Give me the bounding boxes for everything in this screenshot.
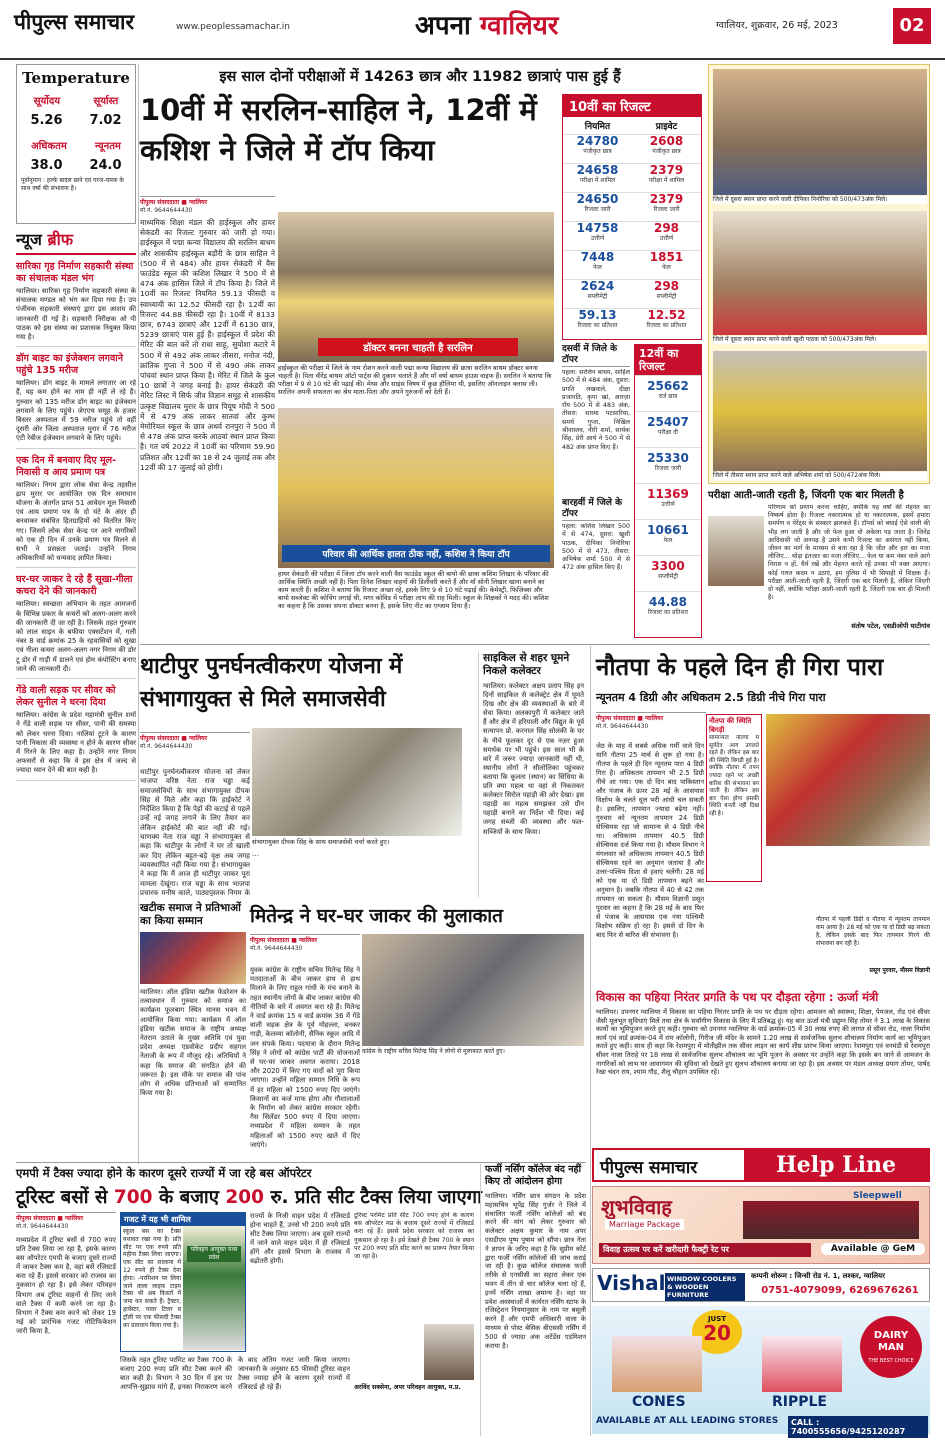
- result10-cell: [632, 222, 701, 250]
- min-label: न्यूनतम: [94, 141, 121, 152]
- result10-label: उत्तीर्ण: [590, 235, 605, 242]
- vishal-address: कम्पनी शोरूम : जिन्सी रोड नं. 1, लश्कर, ग्वालियर: [751, 1272, 885, 1280]
- tax-byline: [16, 1212, 116, 1231]
- nautapa-byline: [596, 712, 706, 731]
- result10-title: 10वीं का रिजल्ट: [563, 95, 701, 117]
- result10-label: उत्तीर्ण: [659, 235, 674, 242]
- brief-item-body: ग्वालियर। डॉग बाइट के मामले लगातार आ रहे हैं, यह कम होने का नाम ही नहीं ले रहे हैं। गुरुवार को 135 मरीज डॉग बाइट का इंजेक्शन लगवाने के लिए पहुंचे। जेएएच समूह के हजार बिस्तर अस्पताल में 59 मरीज पहुंचे तो वहीं दूसरी ओर जिला अस्पताल मुरार में 76 मरीज एंटी रेबीज इंजेक्शन लगवाने के लिए पहुंचे।: [16, 379, 136, 443]
- tax-quote-text: टूरिस्ट परमिट प्रति सीट 700 रुपए होने के कारण बस ऑपरेटर मप्र के बजाय दूसरे राज्यों में रजिस्टर्ड करा रहे हैं। इससे प्रदेश सरकार को राजस्व का नुकसान हो रहा है। इसे देखते ही टैक्स 700 के स्थान पर 200 रुपए प्रति सीट करने का प्रारूप तैयार किया जा रहा है।: [354, 1212, 474, 1261]
- dairyman-ad: [592, 1306, 930, 1434]
- nursing-headline: फर्जी नर्सिंग कॉलेज बंद नहीं किए तो आंदोलन होगा: [485, 1164, 582, 1187]
- toppers12-title: बारहवीं में जिले के टॉपर: [562, 498, 630, 521]
- tax-box-title: गजट में यह भी शामिल: [121, 1213, 245, 1226]
- result10-label: परीक्षा में शामिल: [648, 177, 685, 184]
- result10-box: [562, 94, 702, 340]
- result10-cell: [563, 280, 632, 308]
- right-photo-3-caption: जिले में तीसरा स्थान प्राप्त करने वाले अभिषेक शर्मा को 500/472अंक मिले।: [713, 472, 927, 480]
- right-photos: [708, 64, 930, 484]
- toppers10-title: दसवीं में जिले के टॉपर: [562, 344, 630, 367]
- result12-value: 25330: [647, 451, 689, 465]
- page-number: 02: [893, 8, 931, 44]
- tax-headline-c: के बजाए: [158, 1187, 219, 1208]
- result10-cell: [632, 164, 701, 192]
- lead-byline: [140, 196, 275, 215]
- result12-label: रिजल्ट जारी: [654, 465, 682, 472]
- result10-cell: [563, 193, 632, 221]
- mitendra-photo-caption: कांग्रेस के राष्ट्रीय सचिव मितेन्द्र सिंह ने लोगों से मुलाकात करते हुए।: [362, 1048, 505, 1055]
- dairy-brand-badge: [860, 1316, 922, 1378]
- mitendra-body: युवक कांग्रेस के राष्ट्रीय सचिव मितेन्द्र सिंह ने मतदाताओं के बीच जाकर हाथ से हाथ मिलाने के लिए राहुल गांधी के मंच बनाने के तहत स्थानीय लोगों के बीच जाकर कांग्रेस की नीतियों के बारे में अवगत करा रहे हैं। मितेन्द्र ने वार्ड क्रमांक 15 व वार्ड क्रमांक 36 में गेंडे वाली सड़क क्षेत्र के पूर्व मोहल्ला, बनकर गाड़ी, केलव्या कॉलोनी, सैनिक स्कूल आदि में जन संपर्क किया। पदयात्रा के दौरान मितेन्द्र सिंह ने लोगों को कांग्रेस पार्टी की योजनाओं से घर-घर जाकर अवगत कराया। 2018 और 2020 में किए गए वादों को पूरा किया जाएगा। उन्होंने महिला सम्मान निधि के रूप में हर महिला को 1500 रुपए दिए जाएंगे। किसानों का कर्ज माफ होगा और गौशालाओं के निर्माण को लेकर कांग्रेस सरकार रहेगी। गैस सिलेंडर 500 रुपए में दिया जाएगा। मध्यप्रदेश में महिला सम्मान के तहत महिलाओं को 1500 रुपए खाते में दिए जाएंगे।: [250, 966, 360, 1149]
- samaj-photo: [252, 728, 462, 836]
- tax-body-2: जिसके तहत टूरिस्ट परमिट का टैक्स 700 के बजाए 200 रुपए प्रति सीट टैक्स करने की बात कही है। विभाग ने 30 दिन में इस पर आपत्ति-सुझाव मांगे हैं, इनका निराकरण करने के बाद अंतिम गजट जारी किया जाएगा। जानकारी के अनुसार 65 फीसदी टूरिस्ट वाहन टैक्स ज्यादा होने के कारण दूसरे राज्यों में रजिस्टर्ड हो रहे हैं।: [120, 1356, 350, 1391]
- result10-row: [563, 250, 701, 279]
- result10-value: 2608: [649, 134, 684, 148]
- tax-quote-photo: [424, 1324, 474, 1380]
- result10-cell: [632, 309, 701, 337]
- result10-row: [563, 279, 701, 308]
- result10-cell: [632, 135, 701, 163]
- cycle-story: [478, 652, 584, 897]
- vishal-ad: [592, 1268, 930, 1302]
- vishal-sub: WINDOW COOLERS & WOODEN FURNITURE: [665, 1273, 745, 1301]
- nautapa-mobile: मो.नं. 9644644430: [596, 723, 649, 730]
- result12-row: [635, 483, 701, 519]
- result10-row: [563, 221, 701, 250]
- temperature-title: Temperature: [22, 69, 130, 87]
- result10-cell: [563, 222, 632, 250]
- lead-photo-1-tag: डॉक्टर बनना चाहती है सरलिन: [318, 338, 518, 356]
- result10-cell: [563, 251, 632, 279]
- khatik-headline: खटीक समाज ने प्रतिभाओं का किया सम्मान: [140, 902, 241, 927]
- right-photo-2: [713, 211, 927, 335]
- tax-body-3: राज्यों के निजी वाहन प्रदेश में रजिस्टर्ड होना चाहते हैं, उनसे भी 200 रुपये प्रति सीट टैक्स लिया जाएगा। अब दूसरे राज्यों में जाने वाले वाहन प्रदेश में ही रजिस्टर्ड होंगे और इससे विभाग के राजस्व में बढ़ोतरी होगी।: [250, 1212, 350, 1266]
- result12-value: 11369: [647, 487, 689, 501]
- samaj-byline-text: पीपुल्स संवाददाता ■ ग्वालियर: [140, 735, 208, 742]
- sunrise-label: सूर्योदय: [33, 96, 60, 107]
- toppers10-box: [562, 344, 630, 494]
- result12-value: 3300: [651, 559, 685, 573]
- max-label: अधिकतम: [31, 141, 67, 152]
- lead-photo-2: [278, 408, 554, 568]
- samaj-photo-caption: संभागायुक्त दीपक सिंह के साथ समाजसेवी चर्चा करते हुए।: [252, 838, 390, 846]
- brief-item-body: ग्वालियर। स्वच्छता अभियान के तहत आमजनों के विभिन्न प्रकार के कचरों को अलग-अलग करने की जानकारी दी जा रही है। जिसके तहत गुरुवार को लाल साइन के बफीया एक्सटेंशन में, गली नंबर 8 वार्ड क्रमांक 25 के रहवासियों को सूखा एवं गीला कचरा अलग-अलग नगर निगम की डोर टू डोर में गाड़ी में डालने एवं होम कंपोस्टिंग बनाए जाने की जानकारी दी।: [16, 600, 136, 673]
- result10-cell: [632, 251, 701, 279]
- sunrise-time: 5.26: [30, 113, 63, 128]
- result10-col2: प्राइवेट: [655, 122, 678, 132]
- result10-value: 298: [653, 279, 680, 293]
- tax-box-body: स्कूल बस का टैक्स यथावत रखा गया है। प्रति सीट पर एक रुपये प्रति महीना टैक्स लिया जाएगा। एक सीट का सालाना में 12 रुपये ही टैक्स देना होगा। -परमिशन पर लिया जाने वाला लाइफ टाइम टैक्स भी अब किस्तों में जमा कर सकते हैं। ट्रैक्टर, हार्वेस्टर, पावर टिलर व ट्रॉली पर एक फीसदी टैक्स का प्रावधान किया गया है।: [123, 1228, 181, 1329]
- lead-photo-1: [278, 212, 554, 362]
- brief-item-head: घर-घर जाकर दे रहे हैं सूखा-गीला कचरा देने की जानकारी: [16, 574, 133, 598]
- tax-kicker: एमपी में टैक्स ज्यादा होने के कारण दूसरे राज्यों में जा रहे बस ऑपरेटर: [16, 1166, 312, 1180]
- nautapa-box-title: नौतपा की स्थिति बिगड़ी: [709, 717, 752, 734]
- tax-quote-sign: अरविंद सक्सेना, अपर परिवहन आयुक्त, म.प्र.: [354, 1384, 461, 1391]
- nursing-body: ग्वालियर। नर्सिंग छात्र संगठन के प्रदेश महासचिव भूपेंद्र सिंह गुर्जर ने जिले में संचालित फर्जी नर्सिंग कॉलेजों को बंद करने की मांग को लेकर गुरुवार को कलेक्टर अक्षय कुमार के नाम अपर एसडीएम पुष्प पुषाम को सौंपा। छात्र नेता ने ज्ञापन के जरिए कहा है कि सुप्रीम कोर्ट द्वारा फर्जी नर्सिंग कॉलेजों की जांच कराई जा रही है। कुछ कॉलेज संचालक फर्जी तरीके से एनसीसी का सहारा लेकर एक भवन में तीन से चार कॉलेज चला रहे हैं, इनमें नर्सिंग शाखा अमान्य है। वहां पर प्रवेश अवस्थाओं में कार्यरत नर्सिंग स्टाफ के रजिस्ट्रेशन नियमानुसार के नाम पर बसूली करने हैं और एमपी अधिकारी वाला के माध्यम से पोस्ट बेसिक बीएससी नर्सिंग में 500 से ज्यादा अंक अटेंडेंस एडमिशन कराया है।: [485, 1192, 586, 1350]
- result10-label: रिजल्ट का प्रतिशत: [577, 322, 618, 329]
- samaj-body-text: थाटीपुर पुनर्घनत्वीकरण योजना को लेकर भाजपा वरिष्ठ नेता राज चड्ढा कई समाजसेवियों के साथ संभागायुक्त दीपक सिंह से मिले और कहा कि हाईकोर्ट ने निर्देशित किया है कि पेड़ों की कटाई से पहले उन्हें नई जगह लगाने के लिए तैयार कर लेकिन हाईकोर्ट की बात नहीं की गई। चाणक्य नेता राज चड्ढा ने संभागायुक्त से कहा कि थाटीपुर के लोगों ने घर तो खाली कर दिए लेकिन बहुत-बड़े वृक्ष अब जगह व्यवस्थापित नहीं किया गया है। संभागायुक्त ने कहा कि मैं आज ही थाटीपुर जाकर पूरा मामला देखूंगा। राज चड्ढा के साथ भाजपा प्रचारक मनीष काले, पाठ्यपुस्तक निगम के: [140, 768, 250, 896]
- result12-label: रिजल्ट का प्रतिशत: [648, 609, 688, 616]
- samaj-byline: [140, 732, 250, 751]
- result12-row: [635, 555, 701, 591]
- lead-body: माध्यमिक शिक्षा मंडल की हाईस्कूल और हायर सेकंडरी का रिजल्ट गुरुवार को जारी हो गया। हाईस्कूल में पद्मा कन्या विद्यालय की सरलिन बाथम और शासकीय हाईस्कूल बड़ौरी के छात्र साहिल ने (500 में से 484) और हायर सेकंडरी में वैस फाउंडेड स्कूल की कशिश लिखार ने 500 में से 474 अंक हासिल जिले में टॉप किया है। जिले में 10वीं का रिजल्ट नियमित 59.13 फीसदी व स्वाध्यायी का 12.52 फीसदी रहा है। 12वीं का रिजल्ट 44.88 फीसदी रहा है। 10वीं में 8133 छात्र, 6743 छात्राएं और 12वीं में 6130 छात्र, 5239 छात्राएं पास हुई हैं। हाईस्कूल में प्रदेश की मेरिट की बात करें तो राधा साहू, सुयोशा कटारे ने 500 में से 492 अंक लाकर तीसरा, मनोज नंदी, क्रांतिक गुप्ता ने 500 में से 490 अंक लाकर पांचवां स्थान प्राप्त किया है। मेरिट में जिले के कुल 10 छात्रों ने जगह बनाई है। हायर सेकंडरी की मेरिट लिस्ट में सिर्फ जीव विज्ञान समूह से शासकीय उत्कृष्ट विद्यालय मुरार के छात्र पियूष मोदी ने 500 में से 479 अंक लाकर सातवां और कुम्भ मेमोरियल स्कूल के छात्र अथर्व रानपुरा ने 500 में से 478 अंक प्राप्त करके आठवां स्थान प्राप्त किया है। गत वर्ष 2022 में 10वीं का परिणाम 59.90 प्रतिशत और 12वीं का 18 से 24 जुलाई तक और 12वीं की 17 जुलाई को होगी।: [140, 218, 275, 472]
- result12-label: दर्ज छात्र: [658, 393, 678, 400]
- urja-body: ग्वालियर। उपनगर ग्वालियर में विकास का पहिया निरंतर प्रगति के पथ पर दौड़ता रहेगा। आमजन को स्वास्थ्य, शिक्षा, पेयजल, रोड एवं सीवर जैसी मूलभूत सुविधाएं मिलें तथा क्षेत्र के सर्वांगीण विकास के लिए मैं प्रतिबद्ध हूं। यह बात ऊर्जा मंत्री प्रद्युम्न सिंह तोमर ने 3.1 लाख के विकास कार्यों का भूमिपूजन करते हुए कही। गुरुवार को उपनगर ग्वालियर के वार्ड क्रमांक-05 में 30 लाख रुपए की लागत से सीवर रोड, नाला निर्माण कार्य एवं वार्ड क्रमांक-04 में राम कॉलोनी, गिरीज जी मंदिर के सामने 1.20 लाख से सार्वजनिक सुलभ शौचालय निर्माण कार्य का भूमिपूजन करते हुए कही। साथ ही कहा कि रेशमपुरा में मोतीझील तक सीवर लाइन का कार्य शीघ्र प्रारंभ किया जाएगा। रेशमपुरा एवं वनमंडी से रेशमपुरा सीवर नाला तिराहे पर 18 लाख से सार्वजनिक सुलभ शौचालय का भूमि पूजन के अवसर पर उन्होंने कहा कि इसके बन जाने से आमजन के नागरिकों को लाभ घर आवागमन की सुविधा को देखते हुए सुलभ शौचालय बनाया जा रहा है। इस अवसर पर मंडल अध्यक्ष प्रयाग तोमर, पार्षद रेखा चंदन राय, श्याम गौड़, शैलू चौहान उपस्थित रहे।: [596, 1008, 930, 1077]
- result12-label: उत्तीर्ण: [661, 501, 675, 508]
- nautapa-headline: नौतपा के पहले दिन ही गिरा पारा: [596, 653, 884, 681]
- lead-photo-2-caption: हायर सेकंडरी की परीक्षा में जिला टॉप करने वाली वैस फाउंडेड स्कूल की बायो की छात्रा कशिश लिखार के परिवार की आर्थिक स्थिति अच्छी नहीं है। पिता दिनेश लिखार वाहनों की डिलीवरी करते हैं और माँ सोनी लिखार खाना बनाने का काम करती हैं। कशिश ने बताया कि रिजल्ट अच्छा रहे, इसके लिए 9 से 10 घंटे पढ़ाई की। केमेस्ट्री, फिजिक्स और बायो सब्जेक्ट की कोचिंग लगाई थी, मगर कोविड में परीक्षा लाभ की राह मिली। स्कूल के शिक्षकों ने मदद की। कशिश का कहना है कि उसका सपना डॉक्टर बनना है, इसके लिए नीट का एग्जाम दिया है।: [278, 570, 549, 610]
- result10-label: फेल: [593, 264, 602, 271]
- helpline-paper: पीपुल्स समाचार: [600, 1158, 698, 1178]
- khatik-body: ग्वालियर। ऑल इंडिया खटीक फेडरेशन के तत्वावधान में गुरुवार को समाज का कार्यक्रम फूलबाग स्थित मानस भवन में आयोजित किया गया। कार्यक्रम में ऑल इंडिया खटीक समाज के राष्ट्रीय अध्यक्ष नेतराम उताले के मुख्य अतिथि एवं युवा प्रदेश अध्यक्ष एडवोकेट प्रदीप सहगल नेताजी के रूप में मौजूद रहे। अतिथियों ने कहा कि समाज की संगठित होने की जरूरत है। इस मौके पर समाज की पांच लोग से अधिक प्रतिभाओं को सम्मानित किया गया है।: [140, 988, 246, 1098]
- right-photo-3: [713, 351, 927, 471]
- result10-value: 24650: [576, 192, 619, 206]
- quote-body: परिणाम को प्रणाम करना चाहिए, क्योंकि यह वर्षों की मेहनत का निष्कर्ष होता है। रिजल्ट नकारात्मक हो या नकारात्मक, इसमें हमारा समर्पण व पेरेंट्स के संस्कार झलकते हैं। टॉपर्स को बधाई ऐसे वाली की भीड़ लग जाती है और जो फेल हुआ वो अकेला पड़ जाता है। जिनेंद्र आदिवासी जो अनपढ़ है उसने कभी रिजल्ट का असंगत नहीं किया, जीवन का मार्ग के माध्यम से बता रहा है कि जीत और हार का मजा लीजिए... थोड़ा इंतजार का मजा लीजिए... फेल या कम नंबर वाले आगे निराश न हों, धैर्य रखें और मेहनत करते रहें उनका भी वक्त आएगा। कोई गलत कदम न उठाएं, हम पुलिस में भी सिपाही में शिक्षक हैं। परीक्षा आती-जाती रहती है, जिंदगी एक बार मिलती है, लेकिन जिंदगी दो नहीं, क्योंकि परीक्षा आती-जाती रहती है, जिंदगी एक बार ही मिलती है।: [768, 504, 930, 602]
- nautapa-sign: प्रसून पुरवार, मौसम विज्ञानी: [869, 967, 930, 974]
- news-brief: [16, 228, 136, 1164]
- tax-box: [120, 1212, 246, 1352]
- shubh-offer: विवाह उत्सव पर करें खरीदारी फैक्ट्री रेट पर: [599, 1243, 811, 1257]
- result10-value: 2379: [649, 192, 684, 206]
- result12-row: [635, 591, 701, 627]
- nautapa-notice-text: नौतपा में पहली डिग्री व नौतपा में न्यूनतम तापमान कम आया है। 28 मई को एक या दो डिग्री बढ़ सकता है, लेकिन इसके बाद फिर तापमान गिरने की संभावना बन रही है।: [816, 916, 930, 947]
- tax-mobile: मो.नं. 9644644430: [16, 1223, 69, 1230]
- shubh-sub: Marriage Package: [605, 1219, 684, 1230]
- result10-row: [563, 163, 701, 192]
- result10-cell: [563, 135, 632, 163]
- result12-label: फेल: [663, 537, 673, 544]
- quote-sign: संतोष पटेल, एसडीओपी घाटीगांव: [851, 622, 930, 630]
- dairy-cup-image: [762, 1336, 842, 1392]
- result12-row: [635, 375, 701, 411]
- result12-row: [635, 447, 701, 483]
- nautapa-subhead: न्यूनतम 4 डिग्री और अधिकतम 2.5 डिग्री नीचे गिरा पारा: [596, 691, 826, 704]
- dairy-brand: DAIRY MAN: [873, 1330, 909, 1353]
- result10-cell: [632, 280, 701, 308]
- result10-label: सप्लीमेंट्री: [587, 293, 608, 300]
- mitendra-headline: मितेन्द्र ने घर-घर जाकर की मुलाकात: [250, 905, 503, 927]
- brief-item-body: ग्वालियर। कांग्रेस के प्रदेश महामंत्री सुनील शर्मा ने गेंडे वाली सड़क पर सीवर, पानी की समस्या को लेकर धरना दिया। नालियां टूटने के कारण पानी निकास की व्यवस्था न होने के कारण सीवर में गिरने के लिए कहा है। उन्होंने नगर निगम अफसरों से कहा कि वे इस क्षेत्र में जल्द से ज्यादा ध्यान देने की बात कही है।: [16, 711, 136, 775]
- website: www.peoplessamachar.in: [176, 22, 290, 32]
- masthead: [0, 0, 945, 60]
- result10-col1: नियमित: [584, 122, 611, 132]
- section-title: [415, 6, 558, 42]
- cycle-headline: साइकिल से शहर घूमने निकले कलेक्टर: [483, 652, 570, 677]
- result10-value: 298: [653, 221, 680, 235]
- result10-label: रिजल्ट जारी: [653, 206, 680, 213]
- right-photo-1: [713, 69, 927, 195]
- dairy-cones-label: CONES: [632, 1394, 686, 1410]
- result12-value: 25407: [647, 415, 689, 429]
- tax-byline-text: पीपुल्स संवाददाता ■ ग्वालियर: [16, 1215, 84, 1222]
- brief-item-head: डॉग बाइट का इंजेक्शन लगवाने पहुंचे 135 मरीज: [16, 353, 124, 377]
- forecast-note: पूर्वानुमान : हल्के बादल छाने एवं गरज-चमक के साथ वर्षा की संभावना है।: [21, 177, 125, 192]
- result10-label: सप्लीमेंट्री: [656, 293, 677, 300]
- divider-left: [138, 64, 139, 1164]
- khatik-photo: [140, 932, 246, 984]
- khatik-story: [140, 902, 246, 1164]
- tax-headline-d: 200: [225, 1187, 265, 1208]
- dairy-stores: AVAILABLE AT ALL LEADING STORES: [596, 1416, 779, 1426]
- brief-title-2: ब्रीफ: [47, 230, 74, 249]
- dateline: ग्वालियर, शुक्रवार, 26 मई, 2023: [716, 20, 838, 31]
- brief-title-1: न्यूज: [16, 230, 42, 249]
- result10-value: 24780: [576, 134, 619, 148]
- paper-logo: पीपुल्स समाचार: [14, 10, 135, 34]
- result12-rows: [635, 375, 701, 627]
- nursing-story: [480, 1164, 586, 1436]
- result12-label: सप्लीमेंट्री: [658, 573, 678, 580]
- nautapa-body: जेठ के माह में सबसे अधिक गर्मी वाले दिन यानि नौतपा 25 मार्च से शुरू हो गया है। नौतपा के पहले ही दिन न्यूनतम पारा 4 डिग्री गिरा है। अधिकतम तापमान भी 2.5 डिग्री नीचे आ गया। एक दो दिन बाद पाकिस्तान और पंजाब के ऊपर 28 मई के आसपास विक्षोभ के चलते धूल भरी आंधी चल सकती है। इसलिए, तापमान ज्यादा बढ़ेगा नहीं। गुरुवार को न्यूनतम तापमान 24 डिग्री सेल्सियस रहा जो सामान्य से 4 डिग्री नीचे था। अधिकतम तापमान 40.5 डिग्री सेल्सियस दर्ज किया गया है। मौसम विभाग ने मंगलवार को अधिकतम तापमान 40.5 डिग्री सेल्सियस रहने का अनुमान जताया है और उत्तर-पश्चिम दिशा से हवाएं चलेंगी। 28 मई को एक या दो डिग्री तापमान बढ़ने का अनुमान है। जबकि नौतपा में 40 से 42 तक तापमान जा सकता है। मौसम विज्ञानी प्रसून पुरवार का कहना है कि 28 मई के बाद फिर से पंजाब के आसपास एक नया पश्चिमी विक्षोभ सक्रिय हो रहा है। इससे दो दिन के बाद फिर से बारिश की संभावना है।: [596, 742, 704, 939]
- lead-photo-2-tag: परिवार की आर्थिक हालत ठीक नहीं, कशिश ने किया टॉप: [282, 545, 550, 562]
- nautapa-box: [706, 714, 762, 882]
- lead-byline-text: पीपुल्स संवाददाता ■ ग्वालियर: [140, 199, 208, 206]
- brief-list: [16, 261, 136, 781]
- helpline-text: Help Line: [744, 1150, 928, 1180]
- section-title-1: अपना: [415, 11, 471, 41]
- result10-value: 24658: [576, 163, 619, 177]
- nautapa-byline-text: पीपुल्स संवाददाता ■ ग्वालियर: [596, 715, 664, 722]
- divider-mid: [140, 644, 930, 645]
- result10-value: 59.13: [578, 308, 617, 322]
- brief-item-head: गेंडे वाली सड़क पर सीवर को लेकर सुनील ने धरना दिया: [16, 685, 116, 709]
- right-photo-2-caption: जिले में दूसरा स्थान प्राप्त करने वाली खुशी पाठक को 500/473अंक मिले।: [713, 336, 927, 344]
- result10-label: परीक्षा में शामिल: [579, 177, 616, 184]
- dairy-ripple-label: RIPPLE: [772, 1394, 827, 1410]
- vishal-phone: 0751-4079099, 6269676261: [761, 1285, 919, 1296]
- dairy-call: CALL : 7400555656/9425120287: [788, 1416, 928, 1438]
- result10-rows: [563, 134, 701, 337]
- brief-item-head: एक दिन में बनवाए दिए मूल-निवासी व आय प्रमाण पत्र: [16, 454, 117, 478]
- brief-item: [16, 455, 136, 569]
- gem-badge: Available @ GeM: [821, 1243, 925, 1255]
- section-title-2: ग्वालियर: [479, 11, 559, 41]
- mitendra-byline-text: पीपुल्स संवाददाता ■ ग्वालियर: [250, 937, 318, 944]
- dairy-just: JUST: [707, 1315, 727, 1323]
- toppers12-body: पहला: कशिश लिखार 500 में से 474, दूसरा: खुशी पाठक, दीपिका निनोरिया 500 में से 473, तीसरा: अभिषेक शर्मा 500 में से 472 अंक हासिल किए हैं।: [562, 523, 630, 572]
- result10-label: पंजीकृत छात्र: [652, 148, 681, 155]
- divider-lower: [16, 1162, 586, 1163]
- tax-quote: [354, 1212, 474, 1434]
- samaj-body-cont: …: [252, 850, 259, 858]
- brief-item-body: ग्वालियर। निगम द्वारा लोक सेवा केन्द्र तहसील ढ़ाप मुरार पर आयोजित एक दिन समाधान योजना के अंतर्गत प्राप्त 51 आवेदन मूल निवासी एवं आय प्रमाण पत्र के दो घंटे के अंदर ही बनवाकर संबंधित हितग्राहियों को वितरित किए गए। जिसमें लोक सेवा केन्द्र पर आने नागरिकों को एक ही दिन में उनके प्रमाण पत्र मिलने से सभी ने प्रसन्नता जताई। उन्होंने निगम अधिकारियों को धन्यवाद ज्ञापित किया।: [16, 480, 136, 563]
- quote-head: परीक्षा आती-जाती रहती है, जिंदगी एक बार मिलती है: [708, 490, 904, 501]
- brief-header: [16, 228, 136, 255]
- nautapa-photo: [766, 714, 930, 846]
- lead-kicker: इस साल दोनों परीक्षाओं में 14263 छात्र और 11982 छात्राएं पास हुई हैं: [219, 69, 621, 85]
- shubh-ad: [592, 1186, 930, 1264]
- helpline-ad: [592, 1148, 930, 1182]
- dairy-price: 20: [703, 1321, 731, 1345]
- sunset-time: 7.02: [89, 113, 122, 128]
- tax-body-1: मध्यप्रदेश में टूरिस्ट बसों से 700 रुपए प्रति टैक्स लिया जा रहा है, इसके कारण बस ऑपरेटर एमपी के बजाए दूसरे राज्यों में जाकर टैक्स कम है, वहां बसें रजिस्टर्ड करा रहे हैं। इससे सरकार को राजस्व का नुकसान हो रहा है। इसे लेकर परिवहन विभाग अब टूरिस्ट वाहनों से लिए जाने वाले टैक्स में कमी करने जा रहा है। विभाग ने टैक्स कम करने को लेकर 19 मई को प्रारंभिक गजट नोटिफिकेशन जारी किया है,: [16, 1236, 116, 1335]
- tax-sign-label: परिवहन आयुक्त मध्य प्रदेश: [187, 1246, 241, 1262]
- result10-row: [563, 134, 701, 163]
- result12-box: [634, 344, 702, 638]
- right-photo-1-caption: जिले में दूसरा स्थान प्राप्त करने वाली दीपिका निनोरिया को 500/473अंक मिले।: [713, 196, 927, 204]
- result10-label: रिजल्ट का प्रतिशत: [646, 322, 687, 329]
- min-temp: 24.0: [89, 158, 122, 173]
- lead-photo-1-caption: हाईस्कूल की परीक्षा में जिले के नाम रोशन करने वाली पद्मा कन्या विद्यालय की छात्रा सरलिन बाथम डॉक्टर बनना चाहती है। पिता वीरेंद्र बाथम ऑटो पार्ट्स की दुकान चलाते हैं और माँ वर्षा बाथम हाउस वाइफ हैं। सरलिन ने बताया कि परीक्षा में 9 से 10 घंटे की पढ़ाई की। मेथ्स और साइंस विषय में कुछ हौलिमा थी, इसलिए ऑनलाइन क्लास ली। सरलिन अपनी सफलता का श्रेय माता-पिता और अपने गुरुजनों को देती हैं।: [278, 364, 552, 396]
- result10-label: पंजीकृत छात्र: [583, 148, 612, 155]
- result10-value: 1851: [649, 250, 684, 264]
- shubh-title: शुभविवाह: [601, 1195, 672, 1219]
- mitendra-byline: [250, 934, 360, 953]
- divider-right: [590, 646, 591, 1436]
- nautapa-notice: [816, 916, 930, 978]
- brief-item: [16, 685, 136, 780]
- result10-cell: [563, 164, 632, 192]
- result10-value: 12.52: [647, 308, 686, 322]
- brief-item-body: ग्वालियर। सारिका गृह निर्माण सहकारी संस्था के संचालक मण्डल को भंग कर दिया गया है। उप पंजीयक सहकारी संस्थाएं द्वारा इस आशय की जानकारी दी गई है। सहकारी निरीक्षक ओ पी पाठक को इस संस्था का प्रशासक नियुक्त किया गया है।: [16, 287, 136, 342]
- result12-row: [635, 411, 701, 447]
- result12-value: 10661: [647, 523, 689, 537]
- tax-headline-a: टूरिस्ट बसों से: [16, 1187, 108, 1208]
- result12-title: 12वीं का रिजल्ट: [635, 345, 701, 375]
- sunset-label: सूर्यास्त: [93, 96, 119, 107]
- result12-value: 44.88: [649, 595, 687, 609]
- quote-photo: [708, 516, 764, 586]
- result12-row: [635, 519, 701, 555]
- samaj-body: [140, 768, 250, 896]
- samaj-mobile: मो.नं. 9644644430: [140, 743, 193, 750]
- brief-item: [16, 261, 136, 347]
- shubh-bed-image: [743, 1201, 919, 1239]
- brief-item: [16, 574, 136, 679]
- result10-label: फेल: [662, 264, 671, 271]
- mitendra-photo: [362, 934, 584, 1046]
- result10-value: 2624: [580, 279, 615, 293]
- result10-label: रिजल्ट जारी: [584, 206, 611, 213]
- result10-value: 2379: [649, 163, 684, 177]
- max-temp: 38.0: [30, 158, 63, 173]
- result10-value: 7448: [580, 250, 615, 264]
- nautapa-box-body: सामान्यतः नौतपा में सूर्यदेव आग उगलते रहते हैं। लेकिन इस बार की स्थिति बिगड़ी हुई है। क्योंकि नौतपा में तपन ज्यादा रहने पर अच्छी बारिश की संभावना बन जाती है। लेकिन इस बार ऐसा होगा इसकी स्थिति बनती नहीं दिख रही है।: [709, 735, 759, 817]
- result10-cell: [563, 309, 632, 337]
- brief-item-head: सारिका गृह निर्माण सहकारी संस्था का संचालक मंडल भंग: [16, 261, 134, 284]
- result10-value: 14758: [576, 221, 619, 235]
- quote-box: [708, 490, 930, 640]
- tax-headline-e: रु. प्रति सीट टैक्स लिया जाएगा: [270, 1187, 482, 1208]
- lead-headline: 10वीं में सरलिन-साहिल ने, 12वीं में कशिश ने जिले में टॉप किया: [140, 93, 537, 167]
- brief-item: [16, 353, 136, 448]
- temperature-box: [16, 64, 136, 224]
- sleepwell-logo: Sleepwell: [853, 1191, 902, 1201]
- samaj-headline: थाटीपुर पुनर्घनत्वीकरण योजना में संभागायुक्त से मिले समाजसेवी: [140, 654, 403, 712]
- dairy-tag: THE BEST CHOICE: [868, 1358, 914, 1364]
- result12-value: 25662: [647, 379, 689, 393]
- toppers12-box: [562, 498, 630, 638]
- result10-row: [563, 308, 701, 337]
- mitendra-mobile: मो.नं. 9644644430: [250, 945, 303, 952]
- vishal-name: Vishal: [597, 1271, 666, 1295]
- result10-row: [563, 192, 701, 221]
- urja-headline: विकास का पहिया निरंतर प्रगति के पथ पर दौड़ता रहेगा : ऊर्जा मंत्री: [596, 990, 879, 1004]
- result12-label: परीक्षा दी: [658, 429, 678, 436]
- tax-headline: [16, 1184, 486, 1209]
- tax-headline-b: 700: [113, 1187, 153, 1208]
- dairy-cone-image: [612, 1336, 702, 1392]
- lead-mobile: मो.नं. 9644644430: [140, 207, 193, 214]
- toppers10-body: पहला: सरलिन बाथम, साहिल 500 में से 484 अंक, दूसरा: प्रगति लखवाले, दीक्षा प्रजापति, कृपा खां, आरज़ा रॉय 500 में से 483 अंक, तीसरा: साध्या पटसारिया, समर्थ गुप्ता, निखिल श्रीवास्तव, नीरी शर्मा, सार्थक सिंह, प्रेरी आर्य ने 500 में से 482 अंक प्राप्त किए हैं।: [562, 369, 630, 451]
- cycle-body: ग्वालियर। कलेक्टर अक्षय प्रताप सिंह इन दिनों साइकिल से कलेक्ट्रेट क्षेत्र में घूमते दिख और क्षेत्र की व्यवस्थाओं के बारे में सेवा किया। अलकापुरी में कलेक्टर जाते हैं और क्षेत्र में हरियाली और विद्युत के पूर्व सत्यापन प्रो. करनाल सिंह सोलंकी के घर के नीचे फूलकर दूर से एक नज़र हुआ समर्थक पर भी पहुंचे। इस साल भी के बारे में जरूर ज्यादा जानकारी नहीं थी, स्थानीय लोगों ने सीलोलिका पहुंचकर बताया कि कूलता (स्थान) का सिंधिया के प्रति क्या महत्व था वहां से निकलकर कलेक्टर सिरोल पहाड़ी की ओर देखा। इस पहाड़ी का महत्व समझकर उसे ग्रीन पहाड़ी बनाने का निर्देश भी दिया। कई जगह सब्जी की व्यवस्था और फल-सब्जियों के साथ किया।: [483, 682, 584, 836]
- tax-box-photo: [183, 1226, 245, 1350]
- result10-cell: [632, 193, 701, 221]
